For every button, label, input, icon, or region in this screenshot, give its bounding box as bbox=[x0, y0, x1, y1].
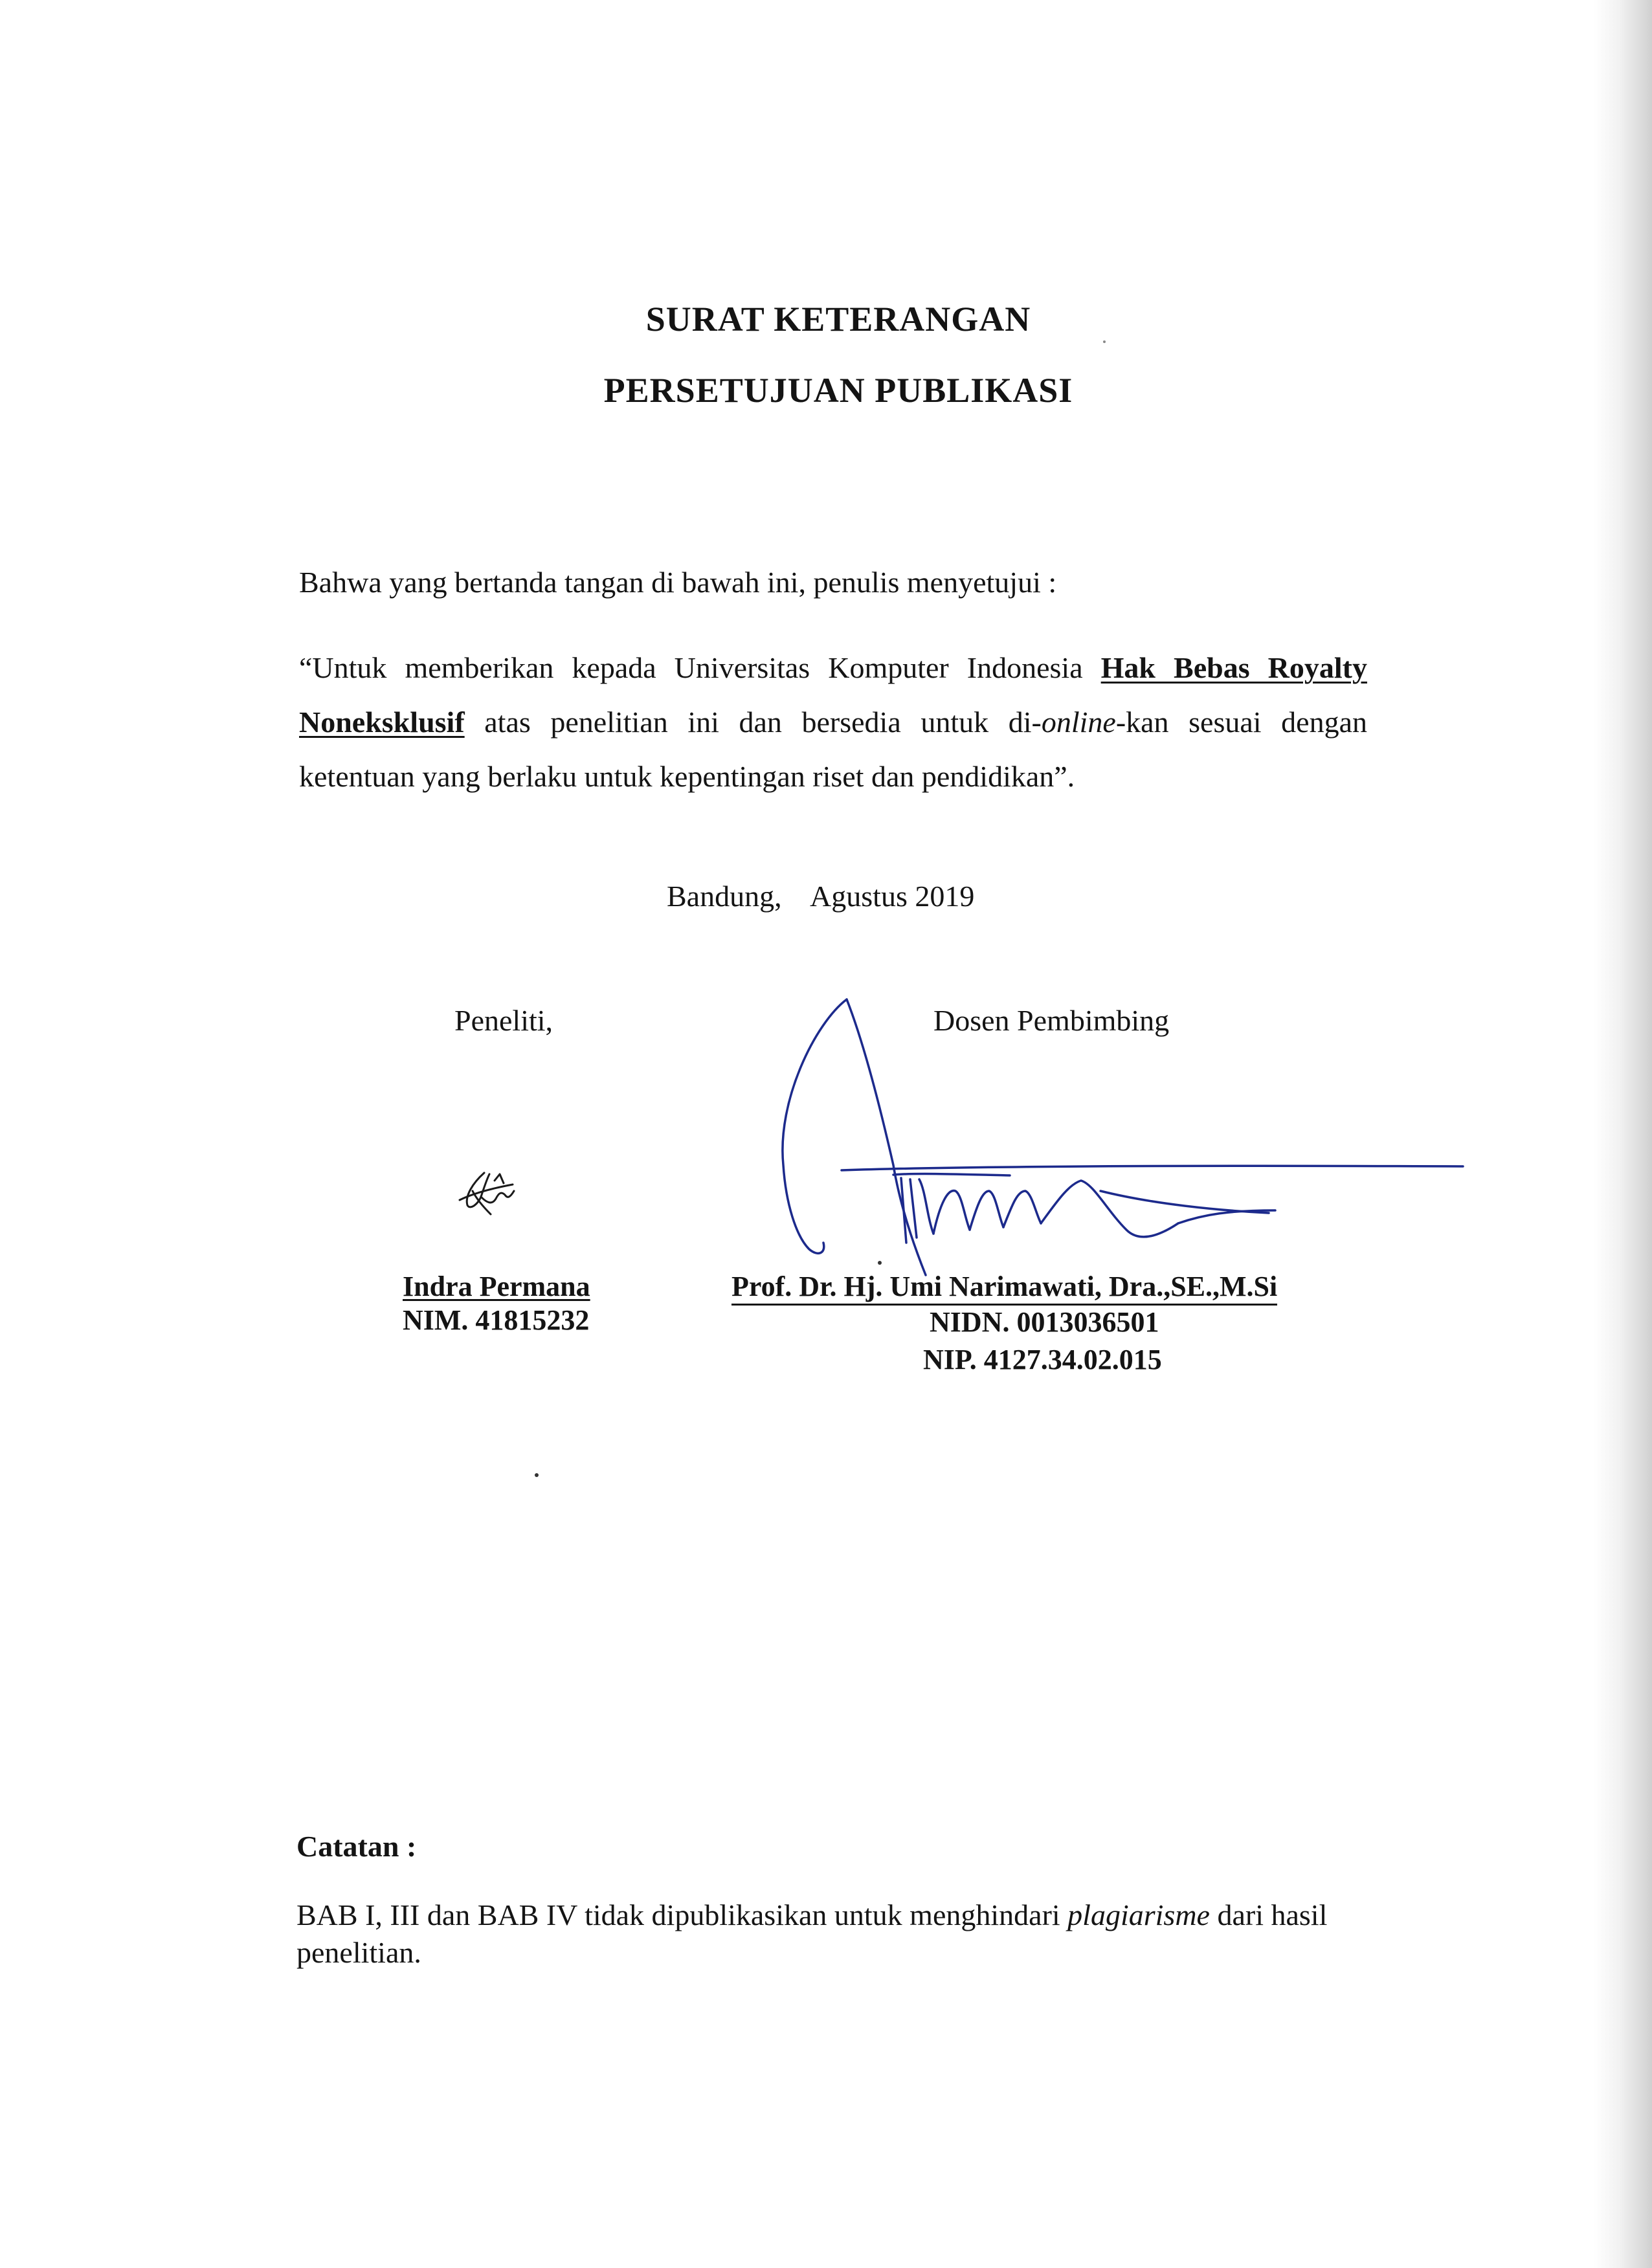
intro-paragraph: Bahwa yang bertanda tangan di bawah ini, penulis menyetujui : bbox=[299, 566, 1057, 599]
supervisor-role: Dosen Pembimbing bbox=[933, 1004, 1170, 1037]
statement-text-2: atas penelitian ini dan bersedia untuk di- bbox=[464, 706, 1042, 739]
scan-speck bbox=[535, 1473, 539, 1477]
note-text-1: BAB I, III dan BAB IV tidak dipublikasikan untuk menghindari bbox=[296, 1898, 1068, 1931]
document-title: SURAT KETERANGAN bbox=[645, 300, 1031, 339]
researcher-nim: NIM. 41815232 bbox=[403, 1304, 590, 1336]
supervisor-signature bbox=[764, 997, 1476, 1282]
statement-online: online bbox=[1041, 706, 1116, 739]
researcher-name: Indra Permana bbox=[403, 1271, 590, 1302]
statement-highlight: Hak Bebas Royalty Noneksklusif bbox=[299, 651, 1367, 739]
researcher-signature-block bbox=[403, 1270, 590, 1337]
note-title: Catatan : bbox=[296, 1830, 417, 1863]
statement-text-3: -kan sesuai dengan ketentuan yang berlaku untuk kepentingan riset dan pendidikan”. bbox=[299, 706, 1367, 793]
supervisor-nidn: NIDN. 0013036501 bbox=[930, 1306, 1159, 1338]
supervisor-name: Prof. Dr. Hj. Umi Narimawati, Dra.,SE.,M.Si bbox=[731, 1270, 1277, 1306]
statement-text-1: “Untuk memberikan kepada Universitas Komputer Indonesia bbox=[299, 651, 1101, 684]
researcher-signature bbox=[453, 1165, 524, 1223]
scan-speck bbox=[878, 1261, 882, 1265]
note-italic: plagiarisme bbox=[1067, 1898, 1210, 1931]
note-text bbox=[296, 1896, 1371, 1972]
supervisor-signature-block bbox=[731, 1270, 1277, 1377]
supervisor-nip: NIP. 4127.34.02.015 bbox=[923, 1344, 1162, 1375]
researcher-role: Peneliti, bbox=[454, 1004, 553, 1037]
note-text-2: dari hasil penelitian. bbox=[296, 1898, 1328, 1969]
statement-paragraph bbox=[299, 641, 1367, 804]
scan-speck bbox=[1103, 340, 1106, 343]
place-date: Bandung, Agustus 2019 bbox=[667, 880, 975, 913]
document-subtitle: PERSETUJUAN PUBLIKASI bbox=[603, 371, 1073, 410]
scan-edge-shadow bbox=[1594, 0, 1652, 2268]
